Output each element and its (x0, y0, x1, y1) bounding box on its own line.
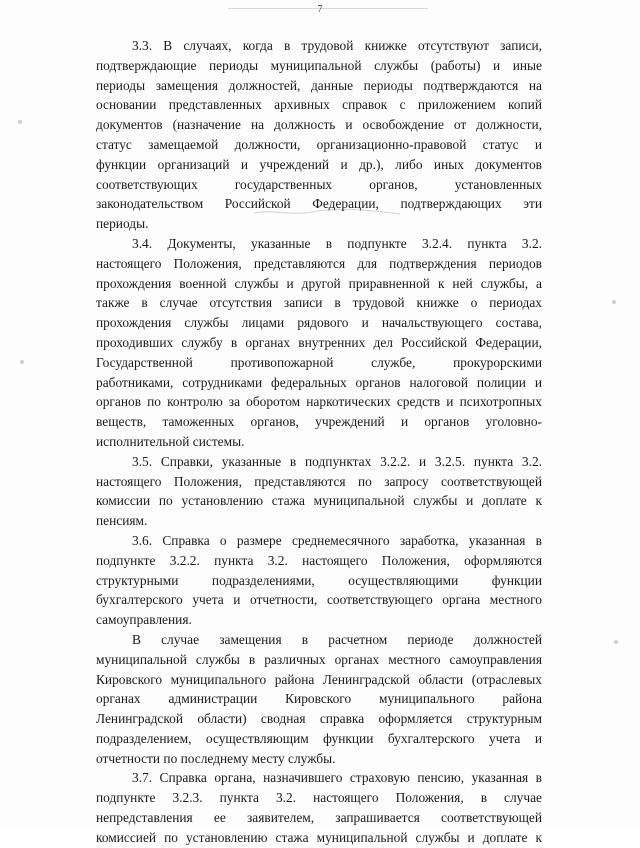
text-line: работниками, сотрудниками федеральных органов налоговой полиции и (96, 374, 542, 390)
text-line: комиссией по установлению стажа муниципальной службы и доплате к (96, 829, 542, 845)
text-line: периоды замещения должностей, данные периоды подтверждаются на (96, 77, 542, 93)
document-body (96, 36, 542, 848)
text-line: основании представленных архивных справок с приложением копий (96, 97, 542, 113)
text-line: веществ, таможенных органов, учреждений и органов уголовно- (96, 414, 542, 430)
text-line: Государственной противопожарной службе, прокурорскими (96, 354, 542, 370)
text-line: непредставления ее заявителем, запрашивается соответствующей (96, 810, 542, 826)
paragraph-p36 (96, 531, 542, 630)
text-line: подпункте 3.2.2. пункта 3.2. настоящего Положения, оформляются (96, 552, 542, 568)
text-line: Кировского муниципального района Ленинградской области (отраслевых (96, 671, 542, 687)
text-line: муниципальной службы в различных органах местного самоуправления (96, 651, 542, 667)
text-line: подпункте 3.2.3. пункта 3.2. настоящего Положения, в случае (96, 790, 542, 806)
text-line: В случае замещения в расчетном периоде должностей (132, 631, 542, 647)
text-line: подразделением, осуществляющим функции бухгалтерского учета и (96, 730, 542, 746)
text-line: подтверждающие периоды муниципальной службы (работы) и иные (96, 57, 542, 73)
paragraph-p36b (96, 630, 542, 769)
text-line: самоуправления. (96, 612, 192, 628)
text-line: 3.3. В случаях, когда в трудовой книжке отсутствуют записи, (132, 38, 542, 53)
text-line: также в случае отсутствия записи в трудовой книжке о периодах (96, 295, 542, 311)
text-line: соответствующих государственных органов, установленных (96, 176, 542, 192)
text-line: статус замещаемой должности, организационно-правовой статус и (96, 136, 542, 152)
text-line: исполнительной системы. (96, 433, 245, 449)
text-line: настоящего Положения, представляются по запросу соответствующей (96, 473, 542, 489)
text-line: 3.5. Справки, указанные в подпунктах 3.2.2. и 3.2.5. пункта 3.2. (132, 453, 542, 469)
paragraph-p37 (96, 768, 542, 847)
scan-dot (612, 300, 616, 304)
text-line: органах администрации Кировского муниципального района (96, 691, 542, 707)
scan-dot (20, 360, 24, 364)
text-line: 3.4. Документы, указанные в подпункте 3.2.4. пункта 3.2. (132, 235, 542, 251)
scan-dot (18, 120, 22, 124)
text-line: настоящего Положения, представляются для подтверждения периодов (96, 255, 542, 271)
text-line: комиссии по установлению стажа муниципальной службы и доплате к (96, 493, 542, 509)
scan-dot (614, 640, 618, 644)
text-line: периоды. (96, 216, 149, 232)
text-line: пенсиям. (96, 513, 148, 529)
text-line: законодательством Российской Федерации, подтверждающих эти (96, 196, 542, 212)
text-line: Ленинградской области) сводная справка оформляется структурным (96, 711, 542, 727)
text-line: отчетности по последнему месту службы. (96, 750, 336, 766)
text-line: прохождения службы лицами рядового и начальствующего состава, (96, 315, 542, 331)
text-line: бухгалтерского учета и отчетности, соответствующего органа местного (96, 592, 542, 608)
text-line: проходивших службу в органах внутренних дел Российской Федерации, (96, 334, 542, 350)
text-line: прохождения военной службы и другой приравненной к ней службы, а (96, 275, 542, 291)
text-line: 3.6. Справка о размере среднемесячного заработка, указанная в (132, 532, 542, 548)
text-line: 3.7. Справка органа, назначившего страховую пенсию, указанная в (132, 770, 542, 786)
text-line: органов по контролю за оборотом наркотических средств и психотропных (96, 394, 542, 410)
paragraph-p34 (96, 234, 542, 452)
text-line: документов (назначение на должность и освобождение от должности, (96, 117, 542, 133)
text-line: функции организаций и учреждений и др.), либо иных документов (96, 156, 542, 172)
page-number: 7 (317, 4, 323, 15)
paragraph-p33 (96, 36, 542, 234)
paragraph-p35 (96, 452, 542, 531)
text-line: структурными подразделениями, осуществляющими функции (96, 572, 542, 588)
